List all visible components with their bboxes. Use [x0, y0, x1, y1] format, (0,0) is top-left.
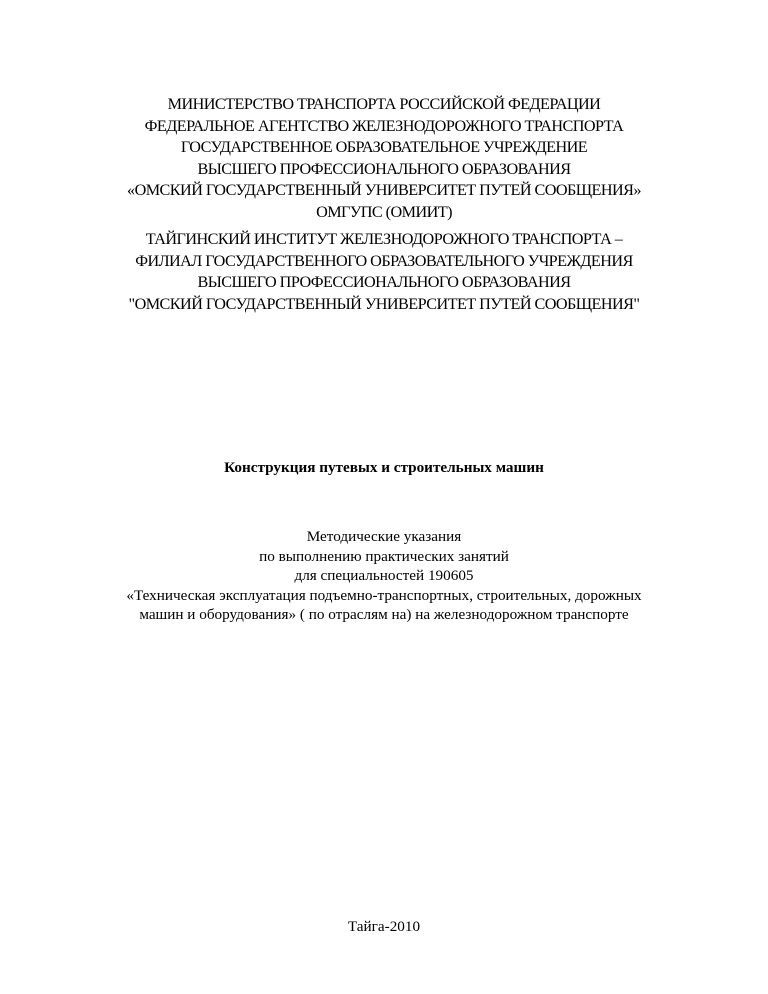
ministry-header-line: ФЕДЕРАЛЬНОЕ АГЕНТСТВО ЖЕЛЕЗНОДОРОЖНОГО ТРАНСПОРТА: [144, 116, 624, 135]
description-line: для специальностей 190605: [294, 567, 474, 585]
institute-header-line: ТАЙГИНСКИЙ ИНСТИТУТ ЖЕЛЕЗНОДОРОЖНОГО ТРАНСПОРТА –: [145, 230, 623, 248]
document-title-text: Конструкция путевых и строительных машин: [224, 459, 544, 476]
ministry-header-line: «ОМСКИЙ ГОСУДАРСТВЕННЫЙ УНИВЕРСИТЕТ ПУТЕЙ СООБЩЕНИЯ»: [127, 181, 641, 200]
place-and-year: [0, 917, 768, 937]
place-and-year-text: Тайга-2010: [347, 918, 421, 935]
institute-header-line: ВЫСШЕГО ПРОФЕССИОНАЛЬНОГО ОБРАЗОВАНИЯ: [197, 273, 571, 292]
ministry-header-line: ГОСУДАРСТВЕННОЕ ОБРАЗОВАТЕЛЬНОЕ УЧРЕЖДЕНИЕ: [180, 138, 588, 157]
description-line: машин и оборудования» ( по отраслям на) на железнодорожном транспорте: [139, 606, 629, 624]
institute-header-line: "ОМСКИЙ ГОСУДАРСТВЕННЫЙ УНИВЕРСИТЕТ ПУТЕЙ СООБЩЕНИЯ": [128, 294, 640, 313]
description-line: Методические указания: [306, 528, 462, 545]
document-description: [0, 527, 768, 625]
description-line: по выполнению практических занятий: [259, 547, 509, 565]
institute-header: [0, 229, 768, 315]
ministry-header: [0, 94, 768, 224]
institute-header-line: ФИЛИАЛ ГОСУДАРСТВЕННОГО ОБРАЗОВАТЕЛЬНОГО УЧРЕЖДЕНИЯ: [135, 251, 633, 270]
ministry-header-line: МИНИСТЕРСТВО ТРАНСПОРТА РОССИЙСКОЙ ФЕДЕРАЦИИ: [167, 95, 601, 113]
description-line: «Техническая эксплуатация подъемно-транспортных, строительных, дорожных: [126, 586, 642, 604]
document-title: [0, 458, 768, 478]
ministry-header-line: ОМГУПС (ОМИИТ): [316, 202, 452, 221]
ministry-header-line: ВЫСШЕГО ПРОФЕССИОНАЛЬНОГО ОБРАЗОВАНИЯ: [197, 159, 571, 178]
